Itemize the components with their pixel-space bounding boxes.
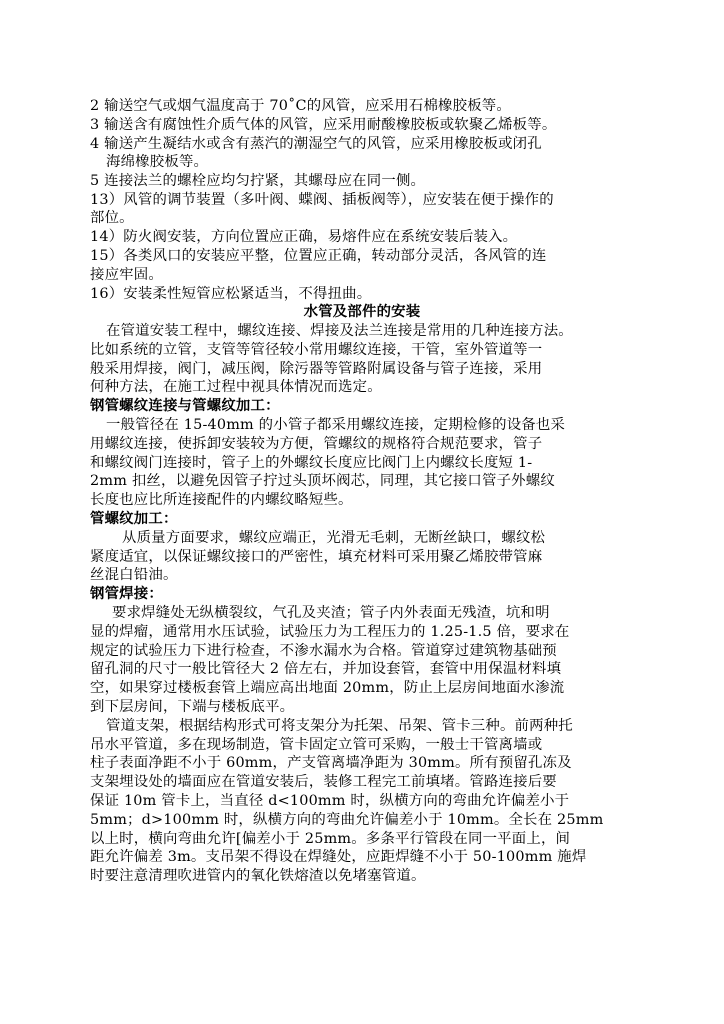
text-line: 13）风管的调节装置（多叶阀、蝶阀、插板阀等），应安装在便于操作的: [90, 192, 554, 208]
text-line: 2mm 扣丝，以避免因管子拧过头顶坏阀芯，同理，其它接口管子外螺纹: [90, 473, 555, 489]
text-line: 从质量方面要求，螺纹应端正，光滑无毛刺，无断丝缺口，螺纹松: [122, 530, 546, 546]
text-line: 吊水平管道，多在现场制造，管卡固定立管可采购，一般士干管离墙或: [90, 737, 543, 753]
text-line: 比如系统的立管，支管等管径较小常用螺纹连接，干管，室外管道等一: [90, 342, 543, 358]
text-line: 何种方法，在施工过程中视具体情况而选定。: [90, 379, 382, 395]
text-line: 管道支架，根据结构形式可将支架分为托架、吊架、管卡三种。前两种托: [106, 718, 573, 734]
text-line: 要求焊缝处无纵横裂纹，气孔及夹渣；管子内外表面无残渣，坑和明: [112, 605, 550, 621]
text-line: 规定的试验压力下进行检查，不渗水漏水为合格。管道穿过建筑物基础预: [90, 643, 557, 659]
text-line: 部位。: [90, 210, 134, 226]
text-line: 用螺纹连接，使拆卸安装较为方便，管螺纹的规格符合规范要求，管子: [90, 436, 543, 452]
text-line: 以上时，横向弯曲允许[偏差小于 25mm。多条平行管段在同一平面上，间: [90, 831, 571, 847]
text-line: 紧度适宜，以保证螺纹接口的严密性，填充材料可采用聚乙烯胶带管麻: [90, 549, 543, 565]
text-line: 留孔洞的尺寸一般比管径大 2 倍左右，并加设套管，套管中用保温材料填: [90, 661, 562, 677]
text-line: 接应牢固。: [90, 267, 163, 283]
text-line: 到下层房间，下端与楼板底平。: [90, 699, 295, 715]
text-line: 海绵橡胶板等。: [106, 154, 209, 170]
text-line: 16）安装柔性短管应松紧适当，不得扭曲。: [90, 286, 372, 302]
section-heading: 水管及部件的安装: [303, 303, 421, 320]
text-line: 14）防火阀安装，方向位置应正确，易熔件应在系统安装后装入。: [90, 229, 518, 245]
subheading: 管螺纹加工：: [90, 510, 178, 527]
text-line: 丝混白铅油。: [90, 567, 178, 583]
text-line: 15）各类风口的安装应平整，位置应正确，转动部分灵活，各风管的连: [90, 248, 547, 264]
text-line: 4 输送产生凝结水或含有蒸汽的潮湿空气的风管，应采用橡胶板或闭孔: [90, 136, 542, 152]
text-line: 距允许偏差 3m。支吊架不得设在焊缝处，应距焊缝不小于 50-100mm 施焊: [90, 849, 587, 865]
subheading: 钢管螺纹连接与管螺纹加工：: [90, 397, 280, 414]
subheading: 钢管焊接：: [90, 585, 163, 602]
text-line: 2 输送空气或烟气温度高于 70˚C的风管，应采用石棉橡胶板等。: [90, 98, 511, 114]
text-line: 保证 10m 管卡上，当直径 d<100mm 时，纵横方向的弯曲允许偏差小于: [90, 793, 570, 809]
text-line: 显的焊瘤，通常用水压试验，试验压力为工程压力的 1.25-1.5 倍，要求在: [90, 624, 570, 640]
text-line: 一般管径在 15-40mm 的小管子都采用螺纹连接，定期检修的设备也采: [106, 417, 566, 433]
text-line: 柱子表面净距不小于 60mm，产支管离墙净距为 30mm。所有预留孔冻及: [90, 755, 572, 771]
text-line: 时要注意清理吹进管内的氧化铁熔渣以免堵塞管道。: [90, 868, 426, 884]
text-line: 5 连接法兰的螺栓应均匀拧紧，其螺母应在同一侧。: [90, 173, 426, 189]
text-line: 5mm；d>100mm 时，纵横方向的弯曲允许偏差小于 10mm。全长在 25mm: [90, 812, 604, 828]
text-line: 3 输送含有腐蚀性介质气体的风管，应采用耐酸橡胶板或软聚乙烯板等。: [90, 117, 557, 133]
text-line: 支架埋设处的墙面应在管道安装后，装修工程完工前填堵。管路连接后要: [90, 774, 557, 790]
text-line: 长度也应比所连接配件的内螺纹略短些。: [90, 492, 353, 508]
text-line: 和螺纹阀门连接时，管子上的外螺纹长度应比阀门上内螺纹长度短 1-: [90, 455, 533, 471]
text-line: 般采用焊接，阀门，减压阀，除污器等管路附属设备与管子连接，采用: [90, 361, 543, 377]
text-line: 在管道安装工程中，螺纹连接、焊接及法兰连接是常用的几种连接方法。: [106, 323, 573, 339]
text-line: 空，如果穿过楼板套管上端应高出地面 20mm，防止上层房间地面水渗流: [90, 680, 565, 696]
